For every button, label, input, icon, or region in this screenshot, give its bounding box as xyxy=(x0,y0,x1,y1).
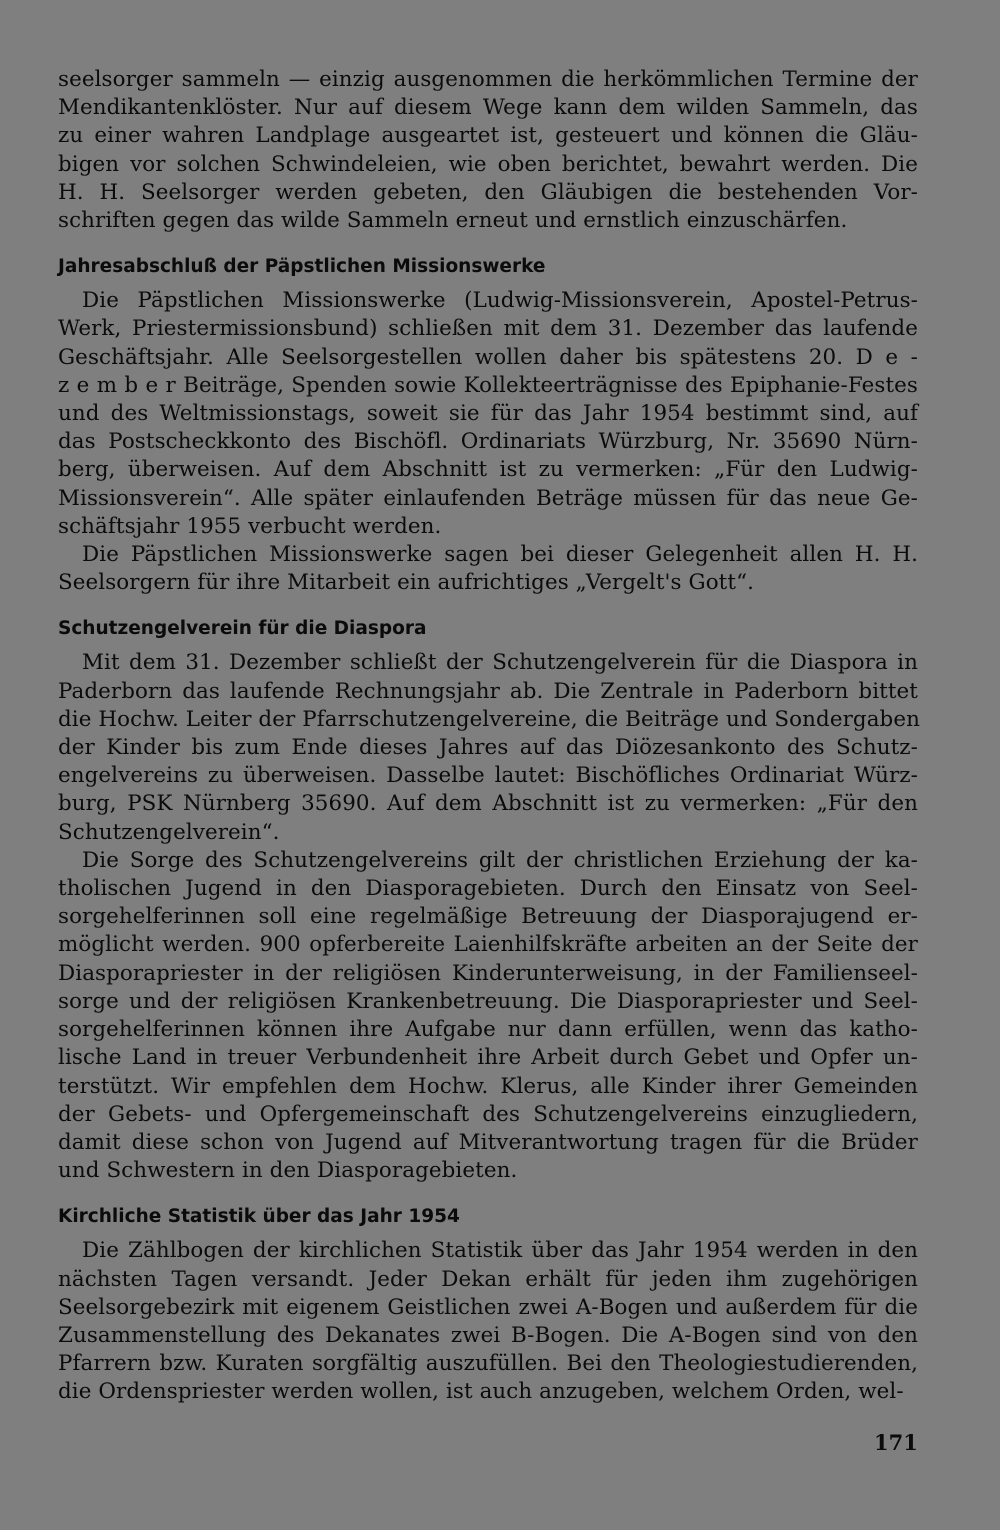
text-line: der Kinder bis zum Ende dieses Jahres auf das Diözesankonto des Schutz- xyxy=(58,735,918,761)
text-line: und Schwestern in den Diasporagebieten. xyxy=(58,1158,518,1184)
page-content xyxy=(58,66,918,1407)
text-line: schäftsjahr 1955 verbucht werden. xyxy=(58,513,442,539)
paragraph xyxy=(58,287,918,541)
text-line: tholischen Jugend in den Diasporagebieten. Durch den Einsatz von Seel- xyxy=(58,876,918,902)
text-line: Die Päpstlichen Missionswerke (Ludwig-Missionsverein, Apostel-Petrus- xyxy=(82,288,918,314)
text-line: lische Land in treuer Verbundenheit ihre Arbeit durch Gebet und Opfer un- xyxy=(58,1045,918,1071)
text-line: terstützt. Wir empfehlen dem Hochw. Klerus, alle Kinder ihrer Gemeinden xyxy=(58,1073,918,1099)
text-line: Missionsverein“. Alle später einlaufenden Beträge müssen für das neue Ge- xyxy=(58,485,918,511)
section xyxy=(58,615,918,1185)
text-line: sorgehelferinnen soll eine regelmäßige Betreuung der Diasporajugend er- xyxy=(58,904,918,930)
text-line: H. H. Seelsorger werden gebeten, den Gläubigen die bestehenden Vor- xyxy=(58,179,918,205)
text-line: bigen vor solchen Schwindeleien, wie oben berichtet, bewahrt werden. Die xyxy=(58,151,918,177)
text-line: sorgehelferinnen können ihre Aufgabe nur dann erfüllen, wenn das katho- xyxy=(58,1017,918,1043)
text-line: seelsorger sammeln — einzig ausgenommen die herkömmlichen Termine der xyxy=(58,67,918,92)
text-line: Die Päpstlichen Missionswerke sagen bei dieser Gelegenheit allen H. H. xyxy=(82,542,918,568)
text-line: sorge und der religiösen Krankenbetreuung. Die Diasporapriester und Seel- xyxy=(58,988,918,1014)
paragraph xyxy=(58,541,918,597)
text-line: Geschäftsjahr. Alle Seelsorgestellen wollen daher bis spätestens 20. D e - xyxy=(58,344,918,370)
text-line: das Postscheckkonto des Bischöfl. Ordinariats Würzburg, Nr. 35690 Nürn- xyxy=(58,429,918,455)
text-line: und des Weltmissionstags, soweit sie für das Jahr 1954 bestimmt sind, auf xyxy=(58,401,918,427)
text-line: damit diese schon von Jugend auf Mitverantwortung tragen für die Brüder xyxy=(58,1129,918,1155)
text-line: Zusammenstellung des Dekanates zwei B-Bogen. Die A-Bogen sind von den xyxy=(58,1322,918,1348)
text-line: berg, überweisen. Auf dem Abschnitt ist zu vermerken: „Für den Ludwig- xyxy=(58,457,918,483)
text-line: Schutzengelverein“. xyxy=(58,819,280,845)
section-heading: Schutzengelverein für die Diaspora xyxy=(58,618,427,640)
text-line: die Hochw. Leiter der Pfarrschutzengelvereine, die Beiträge und Sondergaben xyxy=(58,706,920,732)
text-line: die Ordenspriester werden wollen, ist auch anzugeben, welchem Orden, wel- xyxy=(58,1379,904,1405)
section xyxy=(58,1203,918,1406)
sections xyxy=(58,253,918,1406)
section-heading: Jahresabschluß der Päpstlichen Missionswerke xyxy=(58,256,546,278)
text-line: möglicht werden. 900 opferbereite Laienhilfskräfte arbeiten an der Seite der xyxy=(58,932,918,958)
text-line: Paderborn das laufende Rechnungsjahr ab. Die Zentrale in Paderborn bittet xyxy=(58,678,918,704)
text-line: Werk, Priestermissionsbund) schließen mit dem 31. Dezember das laufende xyxy=(58,316,918,342)
text-line: burg, PSK Nürnberg 35690. Auf dem Abschnitt ist zu vermerken: „Für den xyxy=(58,791,918,817)
text-line: z e m b e r Beiträge, Spenden sowie Kollekteerträgnisse des Epiphanie-Festes xyxy=(58,372,918,398)
text-line: Mendikantenklöster. Nur auf diesem Wege kann dem wilden Sammeln, das xyxy=(58,95,918,121)
text-line: Diasporapriester in der religiösen Kinderunterweisung, in der Familienseel- xyxy=(58,960,918,986)
text-line: schriften gegen das wilde Sammeln erneut und ernstlich einzuschärfen. xyxy=(58,208,848,234)
text-line: Seelsorgern für ihre Mitarbeit ein aufrichtiges „Vergelt's Gott“. xyxy=(58,570,755,596)
section-heading: Kirchliche Statistik über das Jahr 1954 xyxy=(58,1206,460,1228)
paragraph xyxy=(58,649,918,846)
text-line: Die Zählbogen der kirchlichen Statistik über das Jahr 1954 werden in den xyxy=(82,1238,918,1264)
text-line: nächsten Tagen versandt. Jeder Dekan erhält für jeden ihm zugehörigen xyxy=(58,1266,918,1292)
text-line: der Gebets- und Opfergemeinschaft des Schutzengelvereins einzugliedern, xyxy=(58,1101,918,1127)
text-line: Pfarrern bzw. Kuraten sorgfältig auszufüllen. Bei den Theologiestudierenden, xyxy=(58,1351,918,1377)
text-line: zu einer wahren Landplage ausgeartet ist, gesteuert und können die Gläu- xyxy=(58,123,918,149)
paragraph xyxy=(58,1237,918,1406)
text-line: Seelsorgebezirk mit eigenem Geistlichen zwei A-Bogen und außerdem für die xyxy=(58,1294,918,1320)
text-line: Mit dem 31. Dezember schließt der Schutzengelverein für die Diaspora in xyxy=(82,650,918,676)
section xyxy=(58,253,918,597)
page-number: 171 xyxy=(874,1430,918,1455)
text-line: Die Sorge des Schutzengelvereins gilt der christlichen Erziehung der ka- xyxy=(82,847,918,873)
text-line: engelvereins zu überweisen. Dasselbe lautet: Bischöfliches Ordinariat Würz- xyxy=(58,763,918,789)
paragraph xyxy=(58,847,918,1185)
intro-paragraph xyxy=(58,66,918,235)
